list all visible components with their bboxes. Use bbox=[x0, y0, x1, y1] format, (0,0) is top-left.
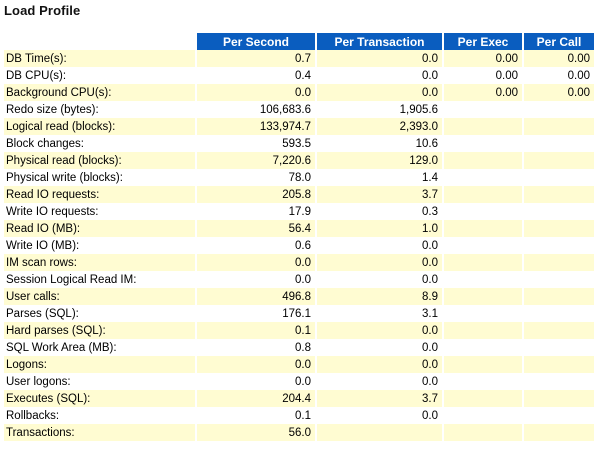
per-exec-value bbox=[444, 237, 524, 254]
per-second-value: 0.0 bbox=[197, 271, 317, 288]
per-transaction-value: 3.1 bbox=[317, 305, 444, 322]
per-transaction-value: 0.0 bbox=[317, 339, 444, 356]
per-second-value: 0.4 bbox=[197, 67, 317, 84]
per-exec-value bbox=[444, 373, 524, 390]
column-header-per-call: Per Call bbox=[524, 33, 594, 50]
table-row bbox=[4, 237, 594, 254]
table-row bbox=[4, 305, 594, 322]
statistic-name: Physical read (blocks): bbox=[4, 152, 197, 169]
per-exec-value bbox=[444, 271, 524, 288]
per-transaction-value: 0.0 bbox=[317, 67, 444, 84]
per-transaction-value: 0.0 bbox=[317, 356, 444, 373]
per-transaction-value: 0.0 bbox=[317, 84, 444, 101]
per-exec-value bbox=[444, 254, 524, 271]
per-exec-value bbox=[444, 152, 524, 169]
table-row bbox=[4, 339, 594, 356]
per-second-value: 0.7 bbox=[197, 50, 317, 67]
per-exec-value: 0.00 bbox=[444, 67, 524, 84]
per-transaction-value: 1,905.6 bbox=[317, 101, 444, 118]
per-call-value bbox=[524, 186, 594, 203]
table-header-row bbox=[4, 33, 594, 50]
statistic-name: Rollbacks: bbox=[4, 407, 197, 424]
per-call-value: 0.00 bbox=[524, 84, 594, 101]
per-exec-value bbox=[444, 101, 524, 118]
per-second-value: 0.0 bbox=[197, 356, 317, 373]
table-row bbox=[4, 152, 594, 169]
per-call-value bbox=[524, 339, 594, 356]
table-row bbox=[4, 322, 594, 339]
per-second-value: 17.9 bbox=[197, 203, 317, 220]
per-transaction-value: 1.0 bbox=[317, 220, 444, 237]
header-blank bbox=[4, 33, 197, 50]
per-transaction-value: 0.0 bbox=[317, 50, 444, 67]
per-transaction-value: 129.0 bbox=[317, 152, 444, 169]
statistic-name: Session Logical Read IM: bbox=[4, 271, 197, 288]
per-call-value bbox=[524, 254, 594, 271]
per-second-value: 7,220.6 bbox=[197, 152, 317, 169]
statistic-name: DB Time(s): bbox=[4, 50, 197, 67]
statistic-name: DB CPU(s): bbox=[4, 67, 197, 84]
per-second-value: 0.8 bbox=[197, 339, 317, 356]
per-call-value bbox=[524, 424, 594, 441]
statistic-name: Write IO (MB): bbox=[4, 237, 197, 254]
statistic-name: Logical read (blocks): bbox=[4, 118, 197, 135]
per-exec-value bbox=[444, 118, 524, 135]
per-call-value bbox=[524, 322, 594, 339]
per-transaction-value: 2,393.0 bbox=[317, 118, 444, 135]
per-exec-value bbox=[444, 169, 524, 186]
per-exec-value bbox=[444, 339, 524, 356]
statistic-name: User calls: bbox=[4, 288, 197, 305]
per-second-value: 205.8 bbox=[197, 186, 317, 203]
statistic-name: IM scan rows: bbox=[4, 254, 197, 271]
per-second-value: 204.4 bbox=[197, 390, 317, 407]
per-transaction-value: 0.3 bbox=[317, 203, 444, 220]
per-exec-value: 0.00 bbox=[444, 84, 524, 101]
per-exec-value bbox=[444, 186, 524, 203]
per-second-value: 176.1 bbox=[197, 305, 317, 322]
table-row bbox=[4, 407, 594, 424]
statistic-name: Logons: bbox=[4, 356, 197, 373]
table-row bbox=[4, 254, 594, 271]
per-exec-value: 0.00 bbox=[444, 50, 524, 67]
per-exec-value bbox=[444, 220, 524, 237]
per-call-value bbox=[524, 169, 594, 186]
per-exec-value bbox=[444, 390, 524, 407]
per-exec-value bbox=[444, 407, 524, 424]
per-transaction-value: 0.0 bbox=[317, 407, 444, 424]
table-row bbox=[4, 67, 594, 84]
per-second-value: 0.1 bbox=[197, 407, 317, 424]
load-profile-table bbox=[4, 33, 594, 441]
per-second-value: 106,683.6 bbox=[197, 101, 317, 118]
statistic-name: Read IO requests: bbox=[4, 186, 197, 203]
per-call-value bbox=[524, 101, 594, 118]
per-call-value bbox=[524, 271, 594, 288]
statistic-name: Redo size (bytes): bbox=[4, 101, 197, 118]
per-transaction-value: 0.0 bbox=[317, 271, 444, 288]
table-row bbox=[4, 169, 594, 186]
table-row bbox=[4, 203, 594, 220]
per-second-value: 496.8 bbox=[197, 288, 317, 305]
statistic-name: Hard parses (SQL): bbox=[4, 322, 197, 339]
per-call-value bbox=[524, 390, 594, 407]
page-title: Load Profile bbox=[4, 3, 81, 18]
per-second-value: 56.0 bbox=[197, 424, 317, 441]
per-exec-value bbox=[444, 356, 524, 373]
per-call-value bbox=[524, 373, 594, 390]
per-call-value bbox=[524, 152, 594, 169]
per-second-value: 56.4 bbox=[197, 220, 317, 237]
per-exec-value bbox=[444, 424, 524, 441]
per-second-value: 78.0 bbox=[197, 169, 317, 186]
per-second-value: 0.0 bbox=[197, 373, 317, 390]
column-header-per-transaction: Per Transaction bbox=[317, 33, 444, 50]
per-exec-value bbox=[444, 322, 524, 339]
statistic-name: Background CPU(s): bbox=[4, 84, 197, 101]
per-call-value bbox=[524, 356, 594, 373]
statistic-name: Read IO (MB): bbox=[4, 220, 197, 237]
per-transaction-value: 1.4 bbox=[317, 169, 444, 186]
per-exec-value bbox=[444, 288, 524, 305]
per-exec-value bbox=[444, 135, 524, 152]
per-transaction-value: 8.9 bbox=[317, 288, 444, 305]
table-row bbox=[4, 84, 594, 101]
per-call-value bbox=[524, 288, 594, 305]
per-second-value: 133,974.7 bbox=[197, 118, 317, 135]
statistic-name: SQL Work Area (MB): bbox=[4, 339, 197, 356]
per-call-value bbox=[524, 118, 594, 135]
per-exec-value bbox=[444, 305, 524, 322]
table-row bbox=[4, 220, 594, 237]
per-call-value: 0.00 bbox=[524, 50, 594, 67]
per-transaction-value: 0.0 bbox=[317, 254, 444, 271]
column-header-per-exec: Per Exec bbox=[444, 33, 524, 50]
per-second-value: 0.0 bbox=[197, 254, 317, 271]
table-body bbox=[4, 50, 594, 441]
table-row bbox=[4, 186, 594, 203]
table-row bbox=[4, 271, 594, 288]
per-second-value: 593.5 bbox=[197, 135, 317, 152]
per-call-value bbox=[524, 220, 594, 237]
table-row bbox=[4, 373, 594, 390]
statistic-name: Parses (SQL): bbox=[4, 305, 197, 322]
table-row bbox=[4, 118, 594, 135]
per-transaction-value: 10.6 bbox=[317, 135, 444, 152]
statistic-name: Physical write (blocks): bbox=[4, 169, 197, 186]
table-row bbox=[4, 356, 594, 373]
per-second-value: 0.1 bbox=[197, 322, 317, 339]
per-transaction-value: 0.0 bbox=[317, 373, 444, 390]
table-row bbox=[4, 50, 594, 67]
per-transaction-value bbox=[317, 424, 444, 441]
statistic-name: Executes (SQL): bbox=[4, 390, 197, 407]
table-row bbox=[4, 101, 594, 118]
per-transaction-value: 3.7 bbox=[317, 186, 444, 203]
table-row bbox=[4, 390, 594, 407]
statistic-name: Write IO requests: bbox=[4, 203, 197, 220]
per-call-value bbox=[524, 407, 594, 424]
per-call-value bbox=[524, 305, 594, 322]
per-transaction-value: 3.7 bbox=[317, 390, 444, 407]
per-transaction-value: 0.0 bbox=[317, 322, 444, 339]
column-header-per-second: Per Second bbox=[197, 33, 317, 50]
per-call-value bbox=[524, 237, 594, 254]
table-row bbox=[4, 424, 594, 441]
table-row bbox=[4, 288, 594, 305]
per-transaction-value: 0.0 bbox=[317, 237, 444, 254]
per-exec-value bbox=[444, 203, 524, 220]
per-second-value: 0.0 bbox=[197, 84, 317, 101]
per-call-value bbox=[524, 135, 594, 152]
per-call-value bbox=[524, 203, 594, 220]
statistic-name: Block changes: bbox=[4, 135, 197, 152]
statistic-name: User logons: bbox=[4, 373, 197, 390]
per-call-value: 0.00 bbox=[524, 67, 594, 84]
per-second-value: 0.6 bbox=[197, 237, 317, 254]
table-row bbox=[4, 135, 594, 152]
statistic-name: Transactions: bbox=[4, 424, 197, 441]
